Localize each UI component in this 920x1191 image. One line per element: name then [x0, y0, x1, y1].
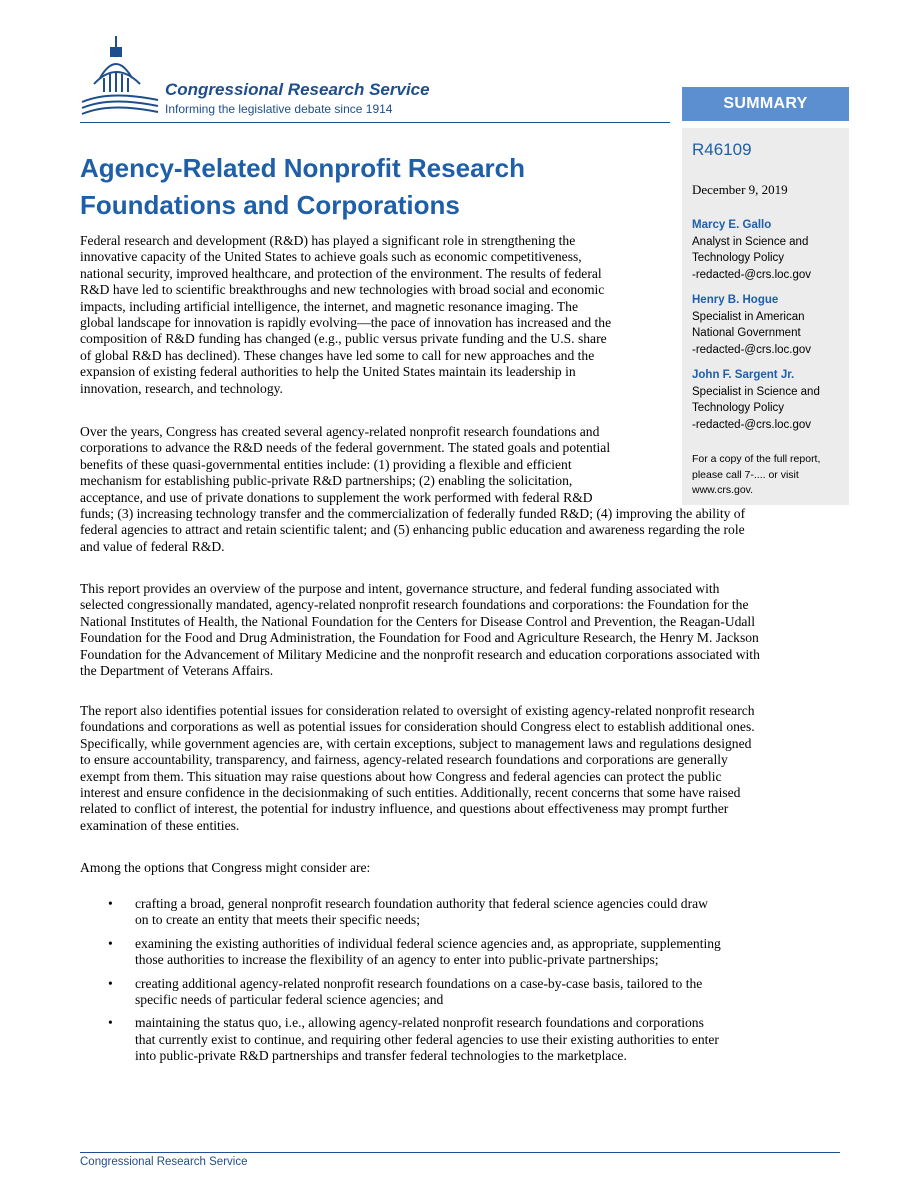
- text-line: expansion of existing federal authorities to help the United States maintain its leadership in: [80, 364, 576, 380]
- list-item: [80, 936, 840, 969]
- copy-note-line: please call 7-.... or visit: [692, 468, 799, 481]
- text-line: and value of federal R&D.: [80, 538, 225, 554]
- text-line: on to create an entity that meets their specific needs;: [135, 912, 420, 928]
- text-line: national security, improved healthcare, and protection of the environment. The results of federal: [80, 265, 602, 281]
- text-line: acceptance, and use of private donations to supplement the work performed with federal R&D: [80, 489, 593, 505]
- text-line: Federal research and development (R&D) has played a significant role in strengthening the: [80, 233, 576, 248]
- text-line: Over the years, Congress has created several agency-related nonprofit research foundations and: [80, 424, 600, 439]
- text-line: federal agencies to attract and retain scientific talent; and (5) enhancing public education and awareness regarding the role: [80, 522, 745, 538]
- text-line: mechanism for establishing public-private R&D partnerships; (2) enabling the solicitation,: [80, 473, 573, 489]
- summary-paragraph: [80, 703, 755, 834]
- summary-paragraph: [80, 233, 611, 397]
- list-item: [80, 976, 840, 1009]
- text-line: Foundation for the Food and Drug Administration, the Foundation for Food and Agriculture Research, the Henry M. Jackson: [80, 630, 759, 646]
- summary-paragraph: [80, 581, 760, 679]
- text-line: National Institutes of Health, the National Foundation for the Centers for Disease Control and Prevention, the Reagan-Udall: [80, 613, 755, 629]
- text-line: global landscape for innovation is rapidly evolving—the pace of innovation has increased and the: [80, 314, 612, 330]
- text-line: selected congressionally mandated, agency-related nonprofit research foundations and corporations: the Foundation for the: [80, 597, 749, 613]
- text-line: Foundation for the Advancement of Military Medicine and the nonprofit research and education corporations associated with: [80, 646, 760, 662]
- footer-rule: [80, 1152, 840, 1153]
- footer-text: Congressional Research Service: [80, 1156, 248, 1168]
- capitol-dome-icon: [80, 34, 160, 120]
- text-line: to ensure accountability, transparency, and fairness, agency-related research foundations and corporations are generally: [80, 752, 728, 768]
- text-line: funds; (3) increasing technology transfer and the commercialization of federally funded R&D; (4) improving the ability of: [80, 505, 746, 521]
- crs-logo: [80, 34, 470, 120]
- page-title: [80, 150, 640, 224]
- org-name: Congressional Research Service: [165, 80, 430, 99]
- author-email: -redacted-@crs.loc.gov: [692, 418, 812, 431]
- summary-paragraph: [80, 860, 370, 876]
- text-line: related to conflict of interest, the potential for industry influence, and questions about effectiveness may prompt further: [80, 801, 729, 817]
- text-line: Specifically, while government agencies are, with certain exceptions, subject to management laws and regulations designed: [80, 735, 752, 751]
- copy-note-line: For a copy of the full report,: [692, 453, 821, 465]
- text-line: composition of R&D funding has changed (e.g., public versus private funding and the U.S. share: [80, 331, 607, 347]
- bullet-icon: •: [108, 896, 113, 911]
- report-date: December 9, 2019: [692, 182, 788, 197]
- text-line: interest and ensure confidence in the decisionmaking of such entities. Additionally, recent concerns that some have raised: [80, 784, 741, 800]
- text-line: that currently exist to continue, and requiring other federal agencies to use their existing authorities to enter: [135, 1031, 719, 1047]
- author-email: -redacted-@crs.loc.gov: [692, 268, 812, 281]
- text-line: This report provides an overview of the purpose and intent, governance structure, and federal funding associated with: [80, 581, 720, 596]
- list-item: [80, 896, 840, 929]
- author-email: -redacted-@crs.loc.gov: [692, 343, 812, 356]
- author-title: Specialist in Science and: [692, 385, 820, 398]
- text-line: examining the existing authorities of individual federal science agencies and, as appropriate, supplementing: [135, 935, 721, 951]
- text-line: crafting a broad, general nonprofit research foundation authority that federal science agencies could draw: [135, 896, 708, 911]
- header-rule: [80, 122, 670, 123]
- text-line: examination of these entities.: [80, 817, 240, 833]
- text-line: R&D have led to scientific breakthroughs and new technologies with broad social and economic: [80, 282, 605, 298]
- copy-note-line: www.crs.gov.: [692, 484, 754, 496]
- text-line: exempt from them. This situation may raise questions about how Congress and federal agencies can protect the public: [80, 768, 722, 784]
- text-line: impacts, including artificial intelligence, the internet, and magnetic resonance imaging. The: [80, 298, 579, 314]
- bullet-icon: •: [108, 935, 113, 951]
- bullet-icon: •: [108, 975, 113, 991]
- summary-paragraph: [80, 424, 745, 555]
- author-block: [692, 292, 811, 358]
- text-line: into public-private R&D partnerships and transfer federal technologies to the marketplace.: [135, 1048, 627, 1064]
- title-line: Agency-Related Nonprofit Research: [80, 153, 525, 183]
- author-title: Analyst in Science and: [692, 235, 809, 248]
- author-title: Technology Policy: [692, 252, 785, 264]
- author-title: Specialist in American: [692, 310, 805, 323]
- text-line: maintaining the status quo, i.e., allowing agency-related nonprofit research foundations and corporations: [135, 1015, 704, 1031]
- title-line: Foundations and Corporations: [80, 190, 460, 220]
- text-line: creating additional agency-related nonprofit research foundations on a case-by-case basis, tailored to the: [135, 975, 703, 991]
- report-id: R46109: [692, 140, 752, 159]
- author-title: Technology Policy: [692, 402, 785, 414]
- author-block: [692, 217, 811, 283]
- summary-tab: SUMMARY: [682, 87, 849, 121]
- list-item: [80, 1015, 840, 1064]
- org-tagline: Informing the legislative debate since 1914: [165, 102, 393, 116]
- text-line: specific needs of particular federal science agencies; and: [135, 991, 444, 1007]
- text-line: of global R&D has declined). These changes have led some to call for new approaches and the: [80, 347, 595, 363]
- bullet-icon: •: [108, 1015, 113, 1031]
- text-line: innovation, research, and technology.: [80, 380, 283, 396]
- text-line: those authorities to increase the flexibility of an agency to enter into public-private partnerships;: [135, 952, 659, 968]
- text-line: innovative capacity of the United States to achieve goals such as economic competitiveness,: [80, 249, 582, 265]
- author-name: John F. Sargent Jr.: [692, 369, 795, 381]
- options-list: [80, 896, 840, 1072]
- author-name: Henry B. Hogue: [692, 294, 779, 306]
- text-line: benefits of these quasi-governmental entities include: (1) providing a flexible and efficient: [80, 456, 572, 472]
- author-name: Marcy E. Gallo: [692, 219, 772, 231]
- text-line: The report also identifies potential issues for consideration related to oversight of existing agency-related nonprofit research: [80, 703, 755, 718]
- text-line: the Department of Veterans Affairs.: [80, 662, 274, 678]
- text-line: Among the options that Congress might consider are:: [80, 860, 371, 875]
- text-line: corporations to advance the R&D needs of the federal government. The stated goals and potential: [80, 440, 611, 456]
- author-title: National Government: [692, 327, 801, 339]
- text-line: foundations and corporations as well as potential issues for consideration should Congress elect to establish additional ones.: [80, 719, 755, 735]
